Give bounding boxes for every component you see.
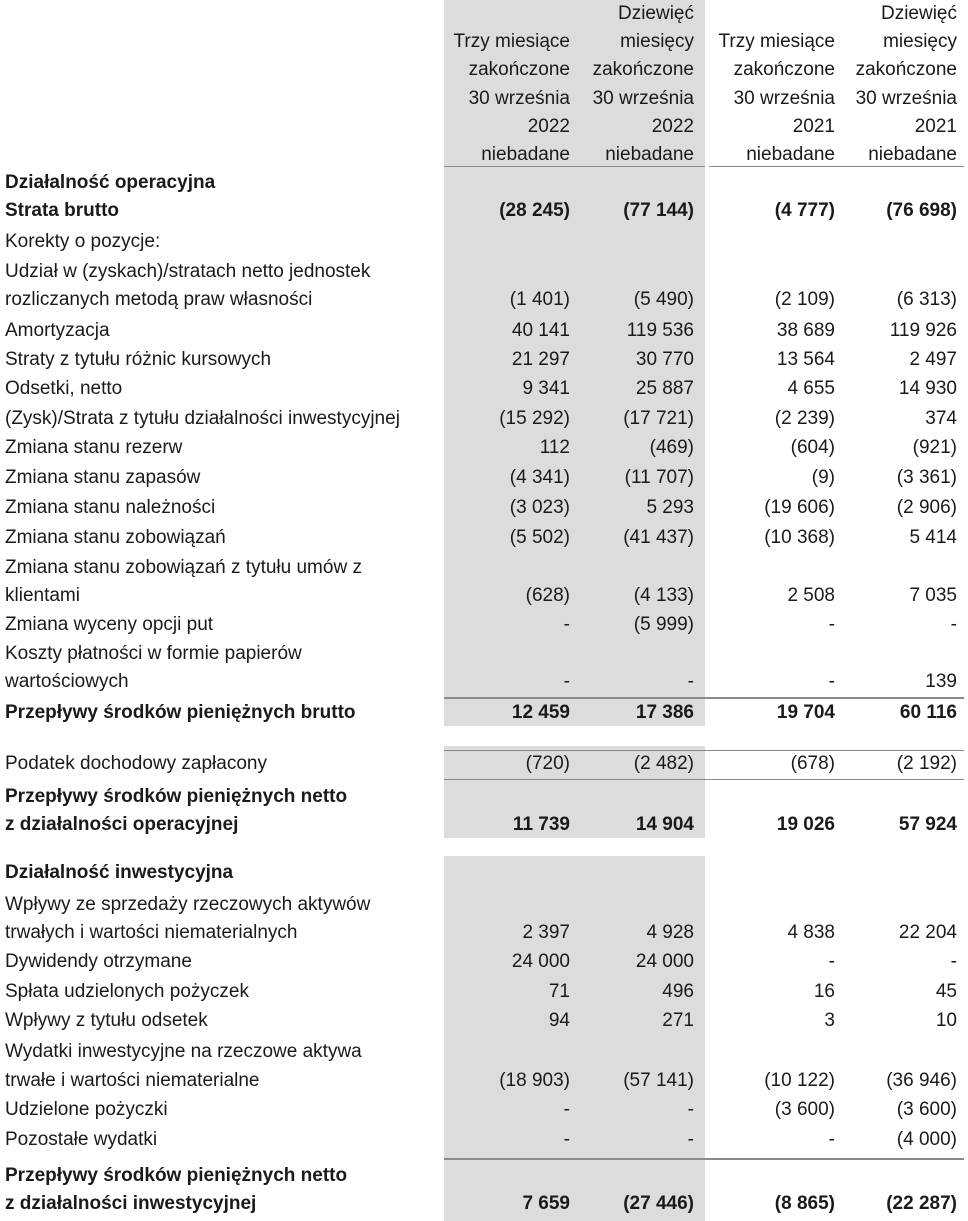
row-value: 94: [548, 1010, 570, 1031]
row-value: 21 297: [511, 349, 570, 370]
row-value: 30 770: [635, 349, 694, 370]
header-rule: [444, 166, 705, 167]
row-value: (27 446): [623, 1193, 694, 1214]
row-value: -: [687, 1099, 694, 1120]
row-label: Udział w (zyskach)/stratach netto jednostek: [5, 261, 371, 282]
row-label: z działalności operacyjnej: [5, 814, 239, 835]
row-value: (5 502): [509, 527, 570, 548]
row-value: 2 397: [522, 922, 570, 943]
row-value: 16: [813, 981, 835, 1002]
row-label: Koszty płatności w formie papierów: [5, 643, 302, 664]
row-value: 45: [935, 981, 957, 1002]
row-value: 12 459: [511, 702, 570, 723]
row-value: (3 361): [896, 467, 957, 488]
row-value: (3 600): [896, 1099, 957, 1120]
row-label: Zmiana wyceny opcji put: [5, 614, 214, 635]
column-header-9m-2021: Dziewięć miesięcy zakończone 30 września 2021 niebadane: [855, 3, 957, 166]
row-value: 271: [662, 1010, 694, 1031]
row-value: (5 490): [633, 289, 694, 310]
row-value: (4 000): [896, 1129, 957, 1150]
column-header-9m-2022: Dziewięć miesięcy zakończone 30 września 2022 niebadane: [592, 3, 694, 166]
row-value: (8 865): [774, 1193, 835, 1214]
row-label: z działalności inwestycyjnej: [5, 1193, 257, 1214]
row-label: Podatek dochodowy zapłacony: [5, 753, 267, 774]
row-label: Straty z tytułu różnic kursowych: [5, 349, 272, 370]
row-label: Wydatki inwestycyjne na rzeczowe aktywa: [5, 1041, 362, 1062]
row-value: -: [828, 614, 835, 635]
column-header-q3-2022: Trzy miesiące zakończone 30 września 2022 niebadane: [453, 31, 570, 166]
row-value: (604): [790, 437, 835, 458]
row-value: -: [828, 951, 835, 972]
row-label: rozliczanych metodą praw własności: [5, 289, 313, 310]
row-value: -: [563, 614, 570, 635]
row-value: (15 292): [499, 408, 570, 429]
row-value: 119 536: [626, 320, 694, 341]
row-label: Przepływy środków pieniężnych brutto: [5, 702, 356, 723]
row-label: Odsetki, netto: [5, 378, 123, 399]
band-gap: [444, 838, 705, 856]
row-value: (921): [912, 437, 957, 458]
row-value: 11 739: [512, 814, 570, 835]
row-value: 19 026: [776, 814, 835, 835]
row-label: Korekty o pozycje:: [5, 231, 161, 252]
row-label: wartościowych: [5, 671, 129, 692]
row-value: 4 655: [787, 378, 835, 399]
row-value: 2 508: [787, 585, 835, 606]
row-value: 3: [824, 1010, 835, 1031]
row-value: 22 204: [898, 922, 957, 943]
row-value: 5 293: [646, 497, 694, 518]
row-label: (Zysk)/Strata z tytułu działalności inwestycyjnej: [5, 408, 400, 429]
row-value: (11 707): [624, 467, 694, 488]
row-value: (4 777): [774, 200, 835, 221]
row-value: -: [950, 951, 957, 972]
row-value: (17 721): [623, 408, 694, 429]
row-value: -: [563, 1099, 570, 1120]
row-value: 139: [925, 671, 957, 692]
row-label: Amortyzacja: [5, 320, 110, 341]
row-value: (678): [790, 753, 835, 774]
section-rule: [444, 779, 964, 780]
header-rule: [709, 166, 964, 167]
row-value: (10 368): [764, 527, 835, 548]
subtotal-rule: [444, 697, 964, 699]
row-label: trwałe i wartości niematerialne: [5, 1070, 260, 1091]
row-value: 374: [925, 408, 957, 429]
row-label: Zmiana stanu zobowiązań: [5, 527, 226, 548]
row-label: Wpływy ze sprzedaży rzeczowych aktywów: [5, 894, 371, 915]
row-value: (22 287): [886, 1193, 957, 1214]
row-value: (4 133): [633, 585, 694, 606]
row-value: 38 689: [776, 320, 835, 341]
row-value: 2 497: [909, 349, 957, 370]
row-value: 119 926: [889, 320, 957, 341]
row-value: 17 386: [635, 702, 694, 723]
row-label: klientami: [5, 585, 80, 606]
row-label: Zmiana stanu zobowiązań z tytułu umów z: [5, 557, 362, 578]
row-value: (628): [525, 585, 570, 606]
row-value: 10: [935, 1010, 957, 1031]
row-value: (2 109): [774, 289, 835, 310]
row-value: (2 192): [896, 753, 957, 774]
row-value: (28 245): [499, 200, 570, 221]
row-value: (4 341): [509, 467, 570, 488]
row-value: (57 141): [623, 1070, 694, 1091]
row-label: Udzielone pożyczki: [5, 1099, 168, 1120]
row-value: 25 887: [635, 378, 694, 399]
row-value: (2 239): [774, 408, 835, 429]
row-value: (77 144): [623, 200, 694, 221]
row-value: 7 659: [522, 1193, 570, 1214]
row-value: 24 000: [635, 951, 694, 972]
row-value: 4 838: [787, 922, 835, 943]
row-value: (9): [811, 467, 835, 488]
row-value: 9 341: [522, 378, 570, 399]
row-label: Wpływy z tytułu odsetek: [5, 1010, 208, 1031]
row-value: (3 023): [509, 497, 570, 518]
row-value: 13 564: [776, 349, 835, 370]
row-value: 19 704: [776, 702, 835, 723]
row-value: (19 606): [764, 497, 835, 518]
highlight-band-2022: [444, 0, 705, 1221]
row-value: (76 698): [886, 200, 957, 221]
row-label: Zmiana stanu należności: [5, 497, 216, 518]
row-value: 7 035: [909, 585, 957, 606]
row-value: 5 414: [909, 527, 957, 548]
row-label: Działalność operacyjna: [5, 172, 216, 193]
row-value: 14 930: [898, 378, 957, 399]
row-value: (3 600): [774, 1099, 835, 1120]
row-label: trwałych i wartości niematerialnych: [5, 922, 298, 943]
row-value: 40 141: [511, 320, 570, 341]
row-label: Zmiana stanu rezerw: [5, 437, 183, 458]
row-value: -: [687, 671, 694, 692]
row-value: (6 313): [896, 289, 957, 310]
row-value: (10 122): [764, 1070, 835, 1091]
row-value: 496: [662, 981, 694, 1002]
row-label: Pozostałe wydatki: [5, 1129, 158, 1150]
row-label: Dywidendy otrzymane: [5, 951, 192, 972]
band-gap: [444, 726, 705, 746]
row-label: Działalność inwestycyjna: [5, 862, 234, 883]
row-value: 4 928: [646, 922, 694, 943]
row-value: -: [563, 1129, 570, 1150]
total-rule: [444, 1158, 964, 1160]
row-value: (36 946): [886, 1070, 957, 1091]
row-value: 71: [548, 981, 570, 1002]
row-value: -: [828, 671, 835, 692]
row-value: (720): [525, 753, 570, 774]
row-value: 57 924: [898, 814, 957, 835]
row-value: (18 903): [499, 1070, 570, 1091]
row-value: 60 116: [899, 702, 957, 723]
row-label: Strata brutto: [5, 200, 119, 221]
row-value: (41 437): [623, 527, 694, 548]
column-header-q3-2021: Trzy miesiące zakończone 30 września 2021 niebadane: [718, 31, 835, 166]
row-value: (2 482): [633, 753, 694, 774]
row-value: -: [828, 1129, 835, 1150]
row-label: Spłata udzielonych pożyczek: [5, 981, 249, 1002]
section-rule: [444, 750, 964, 751]
row-label: Zmiana stanu zapasów: [5, 467, 201, 488]
row-value: -: [687, 1129, 694, 1150]
row-value: (1 401): [509, 289, 570, 310]
row-label: Przepływy środków pieniężnych netto: [5, 1165, 348, 1186]
row-value: -: [563, 671, 570, 692]
row-value: (2 906): [896, 497, 957, 518]
row-value: 112: [539, 437, 570, 458]
row-value: -: [950, 614, 957, 635]
row-value: (5 999): [633, 614, 694, 635]
row-value: 24 000: [511, 951, 570, 972]
row-value: 14 904: [635, 814, 694, 835]
row-value: (469): [649, 437, 694, 458]
row-label: Przepływy środków pieniężnych netto: [5, 786, 348, 807]
